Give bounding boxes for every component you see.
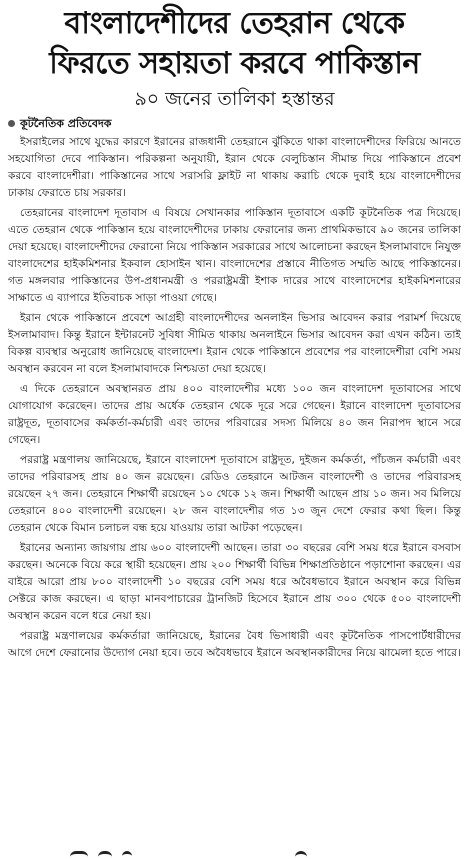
subheadline: ৯০ জনের তালিকা হস্তান্তর (134, 88, 335, 110)
article-body (0, 133, 469, 661)
paragraph: ইরান থেকে পাকিস্তানে প্রবেশে আগ্রহী বাংলাদেশীদের অনলাইন ভিসার আবেদন করার পরামর্শ দিয়েছে ইসলামাবাদ। কিন্তু ইরানে ইন্টারনেট সুবিধা সীমিত থাকায় অনলাইনে ভিসার আবেদন করা এখন কঠিন। তাই বিকল্প ব্যবস্থার অনুরোধ জানিয়েছে বাংলাদেশ। ইরান থেকে পাকিস্তানে প্রবেশের পর বাংলাদেশীরা বেশি সময় অবস্থান করবেন না বলে ইসলামাবাদকে নিশ্চয়তা দেয়া হয়েছে। (8, 311, 461, 375)
byline (8, 116, 461, 131)
paragraph: ইরানের অন্যান্য জায়গায় প্রায় ৬০০ বাংলাদেশী আছেন। তারা ৩০ বছরের বেশি সময় ধরে ইরানে বসবাস করছেন। অনেকে বিয়ে করে স্থায়ী হয়েছেন। প্রায় ২০০ শিক্ষার্থী বিভিন্ন শিক্ষাপ্রতিষ্ঠানে পড়াশোনা করছেন। এর বাইরে আরো প্রায় ৮০০ বাংলাদেশী ১০ বছরের বেশি সময় ধরে অবৈধভাবে ইরানে অবস্থান করে বিভিন্ন সেক্টরে কাজ করছেন। এ ছাড়া মানবপাচারের ট্রানজিট হিসেবে ইরানে প্রায় ৩০০ থেকে ৫০০ বাংলাদেশী অবস্থান করেন বলে ধরে নেয়া হয়। (8, 541, 461, 622)
paragraph: ইসরাইলের সাথে যুদ্ধের কারণে ইরানের রাজধানী তেহরানে ঝুঁকিতে থাকা বাংলাদেশীদের ফিরিয়ে আনতে সহযোগিতা দেবে পাকিস্তান। পরিকল্পনা অনুযায়ী, ইরান থেকে বেলুচিস্তান সীমান্ত দিয়ে পাকিস্তানে প্রবেশ করবে বাংলাদেশীরা। পাকিস্তানের সাথে সরাসরি ফ্লাইট না থাকায় করাচি থেকে দুবাই হয়ে বাংলাদেশীদের ঢাকায় ফেরাতে চায় সরকার। (8, 135, 461, 199)
paragraph: এ দিকে তেহরানে অবস্থানরত প্রায় ৪০০ বাংলাদেশীর মধ্যে ১০০ জন বাংলাদেশ দূতাবাসের সাথে যোগাযোগ করেছেন। তাদের প্রায় অর্ধেক তেহরান থেকে দূরে সরে গেছেন। ইরানে বাংলাদেশ দূতাবাসের রাষ্ট্রদূত, দূতাবাসের কর্মকর্তা-কর্মচারী এবং তাদের পরিবারের সদস্য মিলিয়ে ৪০ জন নিরাপদ স্থানে সরে গেছেন। (8, 382, 461, 446)
paragraph: তেহরানের বাংলাদেশ দূতাবাস এ বিষয়ে সেখানকার পাকিস্তান দূতাবাসে একটি কূটনৈতিক পত্র দিয়েছে। এতে তেহরান থেকে পাকিস্তান হয়ে বাংলাদেশীদের ঢাকায় ফেরানোর জন্য প্রাথমিকভাবে ৯০ জনের তালিকা দেয়া হয়েছে। বাংলাদেশীদের ফেরানো নিয়ে পাকিস্তান সরকারের সাথে আলোচনা করছেন ইসলামাবাদে নিযুক্ত বাংলাদেশের হাইকমিশনার ইকবাল হোসাইন খান। বাংলাদেশের প্রস্তাবে নীতিগত সম্মতি আছে পাকিস্তানের। গত মঙ্গলবার পাকিস্তানের উপ-প্রধানমন্ত্রী ও পররাষ্ট্রমন্ত্রী ইশাক দারের সাথে বাংলাদেশের হাইকমিশনারের সাক্ষাতে এ ব্যাপারে ইতিবাচক সাড়া পাওয়া গেছে। (8, 206, 461, 304)
byline-text: কূটনৈতিক প্রতিবেদক (20, 117, 112, 130)
paragraph: পররাষ্ট্র মন্ত্রণালয়ের কর্মকর্তারা জানিয়েছে, ইরানের বৈধ ভিসাধারী এবং কূটনৈতিক পাসপোর্টধারীদের আগে দেশে ফেরানোর উদ্যোগ নেয়া হবে। তবে অবৈধভাবে ইরানে অবস্থানকারীদের নিয়ে ঝামেলা হতে পারে। (8, 629, 461, 659)
headline-line-1: বাংলাদেশীদের তেহরান থেকে (64, 6, 405, 41)
headline-line-2: ফিরতে সহায়তা করবে পাকিস্তান (49, 46, 420, 81)
bullet-icon (8, 120, 15, 127)
paragraph: পররাষ্ট্র মন্ত্রণালয় জানিয়েছে, ইরানে বাংলাদেশ দূতাবাসে রাষ্ট্রদূত, দুইজন কর্মকর্তা, পাঁচজন কর্মচারী এবং তাদের পরিবারসহ প্রায় ৪০ জন রয়েছেন। রেডিও তেহরানে আটজন বাংলাদেশী ও তাদের পরিবারসহ রয়েছেন ২৭ জন। তেহরানে শিক্ষার্থী রয়েছেন ১০ থেকে ১২ জন। শিক্ষার্থী আছেন প্রায় ১০ জন। সব মিলিয়ে তেহরানে ৪০০ বাংলাদেশী রয়েছেন। ২৮ জন বাংলাদেশীর গত ১৩ জুন দেশে ফেরার কথা ছিল। কিন্তু তেহরান থেকে বিমান চলাচল বন্ধ হয়ে যাওয়ায় তারা আটকা পড়েছেন। (8, 453, 461, 534)
next-headline-fragment (0, 847, 469, 859)
article (0, 4, 469, 661)
